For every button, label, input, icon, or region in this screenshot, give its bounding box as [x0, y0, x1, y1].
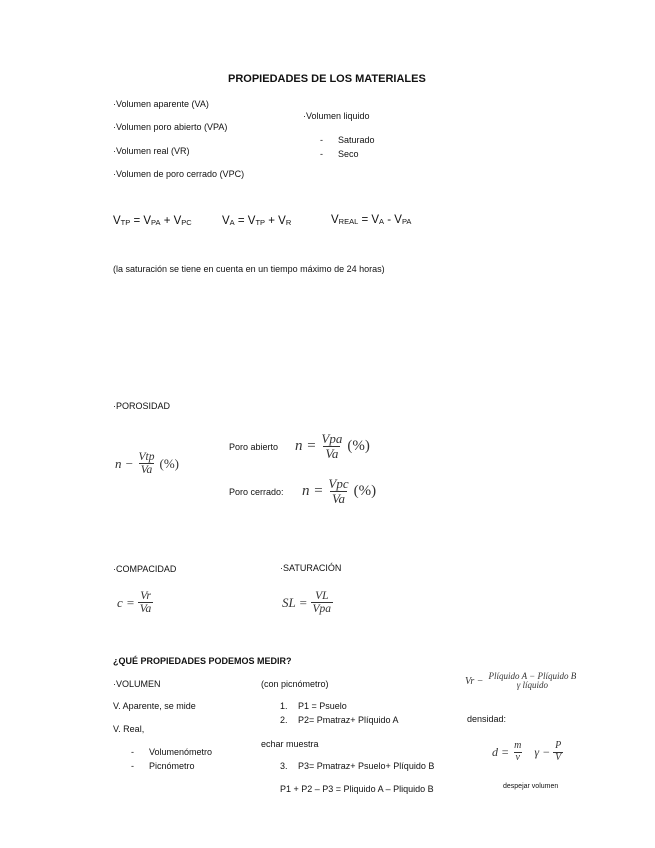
- v-aparente: V. Aparente, se mide: [113, 701, 196, 711]
- poro-cerrado-label: Poro cerrado:: [229, 487, 284, 497]
- echar-muestra: echar muestra: [261, 739, 319, 749]
- con-picnometro: (con picnómetro): [261, 679, 329, 689]
- picnometro-item: Picnómetro: [149, 761, 195, 771]
- volumen-real: ·Volumen real (VR): [113, 146, 190, 156]
- formula-densidad: d = $\frac{m}{v}$ γ − $\frac{P}{V}$: [492, 740, 562, 763]
- step-p1: P1 = Psuelo: [298, 701, 347, 711]
- step-number: 3.: [280, 761, 288, 771]
- bullet: -: [131, 747, 134, 757]
- page-title: PROPIEDADES DE LOS MATERIALES: [228, 73, 426, 85]
- formula-compacidad: c = $\frac{Vr}{Va}$: [117, 590, 152, 616]
- compacidad-heading: ·COMPACIDAD: [113, 564, 177, 574]
- v-real: V. Real,: [113, 724, 145, 734]
- volumen-poro-abierto: ·Volumen poro abierto (VPA): [113, 122, 228, 132]
- formula-poro-abierto: n = $\frac{\text{Vpa}}{Va}$ (%): [295, 431, 370, 461]
- formula-saturacion: SL = $\frac{VL}{\text{Vpa}}$: [282, 590, 332, 616]
- volumen-aparente: ·Volumen aparente (VA): [113, 99, 209, 109]
- step-p2: P2= Pmatraz+ Plíquido A: [298, 715, 399, 725]
- bullet: -: [320, 149, 323, 159]
- saturado-item: Saturado: [338, 135, 375, 145]
- poro-abierto-label: Poro abierto: [229, 442, 279, 452]
- formula-poro-cerrado: n = $\frac{\text{Vpc}}{Va}$ (%): [302, 476, 377, 506]
- seco-item: Seco: [338, 149, 359, 159]
- saturacion-heading: ·SATURACIÓN: [280, 563, 342, 573]
- volumen-poro-cerrado: ·Volumen de poro cerrado (VPC): [113, 169, 245, 179]
- formula-vtp: $V_{TP} = V_{PA} + V_{PC}$: [113, 215, 192, 227]
- pressure-sum: P1 + P2 – P3 = Pliquido A – Pliquido B: [280, 784, 434, 794]
- step-p3: P3= Pmatraz+ Psuelo+ Plíquido B: [298, 761, 435, 771]
- densidad-label: densidad:: [467, 714, 507, 724]
- saturation-note: (la saturación se tiene en cuenta en un tiempo máximo de 24 horas): [113, 264, 385, 274]
- porosidad-heading: ·POROSIDAD: [113, 401, 171, 411]
- step-number: 1.: [280, 701, 288, 711]
- volumen-liquido: ·Volumen liquido: [303, 111, 370, 121]
- despejar-volumen: despejar volumen: [503, 783, 559, 790]
- formula-vreal: $V_{REAL} = V_A - V_{PA}$: [331, 214, 412, 226]
- formula-porosidad-general: n − $\frac{\text{Vtp}}{Va}$ (%): [115, 451, 180, 477]
- bullet: -: [131, 761, 134, 771]
- step-number: 2.: [280, 715, 288, 725]
- formula-va: $V_A = V_{TP} + V_R$: [222, 215, 292, 227]
- volumenometro-item: Volumenómetro: [149, 747, 213, 757]
- formula-vr-liquido: Vr − Plíquido A − Plíquido B γ líquido: [465, 671, 577, 691]
- medir-heading: ¿QUÉ PROPIEDADES PODEMOS MEDIR?: [113, 656, 292, 666]
- volumen-heading: ·VOLUMEN: [113, 679, 161, 689]
- bullet: -: [320, 135, 323, 145]
